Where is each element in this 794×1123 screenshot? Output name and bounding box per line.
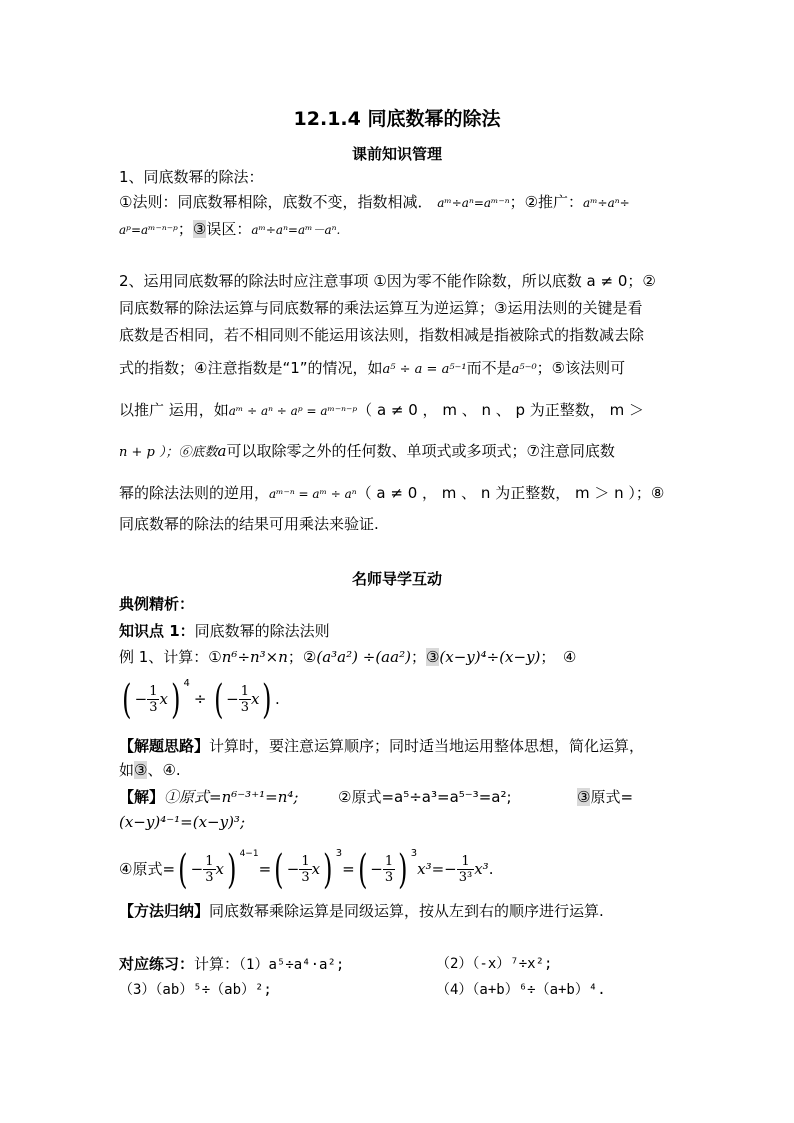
numerator: 1 xyxy=(205,854,214,869)
notes-line-1: 2、运用同底数幂的除法时应注意事项 ①因为零不能作除数，所以底数 a ≠ 0；② xyxy=(119,272,656,290)
notes-line-4 xyxy=(119,358,625,380)
notes-text: 式的指数；④注意指数是“1”的情况，如 xyxy=(119,359,383,377)
practice-line-1 xyxy=(119,954,344,975)
numerator: 1 xyxy=(384,854,394,869)
example-1-line xyxy=(119,647,576,667)
notes-line-7 xyxy=(119,483,664,504)
extension-formula-b: aᵖ=aᵐ⁻ⁿ⁻ᵖ xyxy=(119,223,178,237)
notes-text: n + p ）；⑥底数 xyxy=(119,445,218,460)
denominator: 3 xyxy=(301,870,310,885)
method-label: 【方法归纳】 xyxy=(119,902,210,920)
method-text: 同底数幂乘除运算是同级运算，按从左到右的顺序进行运算. xyxy=(209,902,604,920)
fraction xyxy=(239,684,251,715)
var-x: x xyxy=(250,690,260,708)
period: . xyxy=(488,860,494,878)
notes-text: （ a ≠ 0 ， m 、 n 为正整数， m ＞ n ）；⑧ xyxy=(356,484,665,502)
separator: ； ④ xyxy=(540,648,577,666)
exponent: 4−1 xyxy=(239,849,259,859)
page-title: 12.1.4 同底数幂的除法 xyxy=(293,108,501,130)
equals-sign: = xyxy=(342,860,355,878)
solution-3-head xyxy=(577,787,633,807)
tip-text: 、④. xyxy=(147,761,181,779)
extension-formula: aᵐ ÷ aⁿ ÷ aᵖ = aᵐ⁻ⁿ⁻ᵖ xyxy=(228,404,358,418)
tip-text: 计算时，要注意运算顺序；同时适当地运用整体思想，简化运算， xyxy=(209,737,645,755)
paren-right: ) xyxy=(262,676,272,723)
practice-item-3: （3）（ab）⁵÷（ab）²; xyxy=(119,982,272,998)
paren-right: ) xyxy=(398,846,408,893)
paren-right: ) xyxy=(227,846,237,893)
rule-line-1 xyxy=(119,192,630,213)
denominator: 3 xyxy=(205,870,214,885)
notes-line-5 xyxy=(119,400,644,421)
notes-text: （ a ≠ 0 ， m 、 n 、 p 为正整数， m ＞ xyxy=(357,401,644,419)
neg-sign: − xyxy=(286,860,300,878)
fraction xyxy=(457,854,474,885)
equals-neg: =− xyxy=(431,860,457,878)
solution-text: 原式= xyxy=(590,788,634,806)
x-cubed: x³ xyxy=(417,860,432,878)
period: . xyxy=(275,690,280,708)
paren-left: ( xyxy=(213,676,223,723)
kp-label: 知识点 1： xyxy=(119,622,195,640)
rule-line-2 xyxy=(119,219,340,240)
kp-text: 同底数幂的除法法则 xyxy=(194,622,330,640)
denominator: 3³ xyxy=(458,870,473,885)
divide-sign: ÷ xyxy=(193,690,207,708)
equals-sign: = xyxy=(258,860,272,878)
neg-sign: − xyxy=(190,860,204,878)
fraction xyxy=(203,854,215,885)
rule-text: ①法则：同底数幂相除，底数不变，指数相减． xyxy=(119,193,433,211)
circled-3-highlight: ③ xyxy=(134,761,148,779)
section-title-guided: 名师导学互动 xyxy=(351,570,442,588)
paren-left: ( xyxy=(357,846,368,893)
practice-intro: 计算： xyxy=(194,955,240,973)
exponent: 4 xyxy=(183,678,190,689)
solution-4 xyxy=(119,846,493,892)
item-1-heading: 1、同底数幂的除法： xyxy=(119,168,264,186)
numerator: 1 xyxy=(149,684,158,699)
circled-3-highlight: ③ xyxy=(192,220,207,238)
rule-formula: aᵐ÷aⁿ=aᵐ⁻ⁿ xyxy=(437,196,510,210)
example-label: 例 1、计算：① xyxy=(119,648,222,666)
notes-text: 以推广 运用，如 xyxy=(119,401,229,419)
solution-2: ②原式=a⁵÷a³=a⁵⁻³=a²; xyxy=(338,788,512,806)
var-a: a xyxy=(217,442,227,460)
example-1-formula-4 xyxy=(119,676,280,722)
notes-line-2: 同底数幂的除法运算与同底数幂的乘法运算互为逆运算；③运用法则的关键是看 xyxy=(119,299,643,317)
paren-right: ) xyxy=(323,846,333,893)
solution-1: ①原式=n⁶⁻³⁺¹=n⁴; xyxy=(164,788,299,806)
knowledge-point-1 xyxy=(119,621,330,641)
solution-3-body: (x−y)⁴⁻¹=(x−y)³; xyxy=(119,813,245,831)
tip-label: 【解题思路】 xyxy=(119,737,210,755)
practice-item-4: （4）（a+b）⁶÷（a+b）⁴. xyxy=(436,982,606,998)
method-summary xyxy=(119,901,604,921)
inverse-formula: aᵐ⁻ⁿ = aᵐ ÷ aⁿ xyxy=(269,487,357,501)
notes-text: 幂的除法法则的逆用， xyxy=(119,484,270,502)
notes-line-3: 底数是否相同，若不相同则不能运用该法则，指数相减是指被除式的指数减去除 xyxy=(119,326,645,344)
fraction xyxy=(147,684,159,715)
notes-line-6 xyxy=(119,441,615,463)
extension-label: ；②推广： xyxy=(509,193,584,211)
ex-formula-3: (x−y)⁴÷(x−y) xyxy=(439,648,541,666)
paren-left: ( xyxy=(122,676,132,723)
var-x: x xyxy=(159,690,168,708)
separator: ； xyxy=(410,648,426,666)
denominator: 3 xyxy=(384,870,394,885)
misconception-label: 误区： xyxy=(206,220,252,238)
circled-3-highlight: ③ xyxy=(425,648,440,666)
solution-line-1 xyxy=(119,787,298,807)
ex-formula-2: (a³a²) ÷(aa²) xyxy=(316,648,411,666)
numerator: 1 xyxy=(457,854,474,870)
exponent: 3 xyxy=(335,848,343,859)
separator: ；② xyxy=(287,648,317,666)
separator: ； xyxy=(177,220,193,238)
paren-right: ) xyxy=(171,676,181,723)
numerator: 1 xyxy=(240,684,249,699)
fraction xyxy=(299,854,311,885)
tip-text: 如 xyxy=(119,761,135,779)
x-cubed: x³ xyxy=(474,860,489,878)
notes-text: 而不是 xyxy=(466,359,512,377)
solution-label: ④原式= xyxy=(119,860,176,878)
notes-text: ；⑤该法则可 xyxy=(536,359,626,377)
var-x: x xyxy=(311,860,321,878)
section-title-pre-class: 课前知识管理 xyxy=(351,145,442,163)
neg-sign: − xyxy=(226,690,239,708)
notes-text: 可以取除零之外的任何数、单项式或多项式；⑦注意同底数 xyxy=(226,442,615,460)
paren-left: ( xyxy=(274,846,284,893)
solution-tip-line-1 xyxy=(119,736,644,756)
ex-formula-1: n⁶÷n³×n xyxy=(221,648,288,666)
notes-line-8: 同底数幂的除法的结果可用乘法来验证. xyxy=(119,515,379,533)
neg-sign: − xyxy=(134,690,148,708)
misconception-formula: aᵐ÷aⁿ=aᵐ－aⁿ. xyxy=(251,223,341,237)
example-formula: a⁵ ÷ a = a⁵⁻¹ xyxy=(382,362,467,377)
var-x: x xyxy=(215,860,224,878)
wrong-formula: a⁵⁻⁰ xyxy=(511,362,537,377)
exponent: 3 xyxy=(410,848,418,859)
denominator: 3 xyxy=(240,700,249,715)
extension-formula-a: aᵐ÷aⁿ÷ xyxy=(583,196,630,210)
practice-item-1: （1）a⁵÷a⁴·a²; xyxy=(239,957,345,973)
practice-item-2: （2）（-x）⁷÷x²; xyxy=(436,956,553,972)
solution-label: 【解】 xyxy=(119,788,165,806)
denominator: 3 xyxy=(149,700,158,715)
paren-left: ( xyxy=(178,846,188,893)
numerator: 1 xyxy=(301,854,310,869)
neg-sign: − xyxy=(370,860,383,878)
circled-3-highlight: ③ xyxy=(577,788,591,806)
example-heading: 典例精析： xyxy=(119,595,195,613)
fraction xyxy=(383,854,395,885)
practice-label: 对应练习： xyxy=(119,955,195,973)
solution-tip-line-2 xyxy=(119,760,181,780)
